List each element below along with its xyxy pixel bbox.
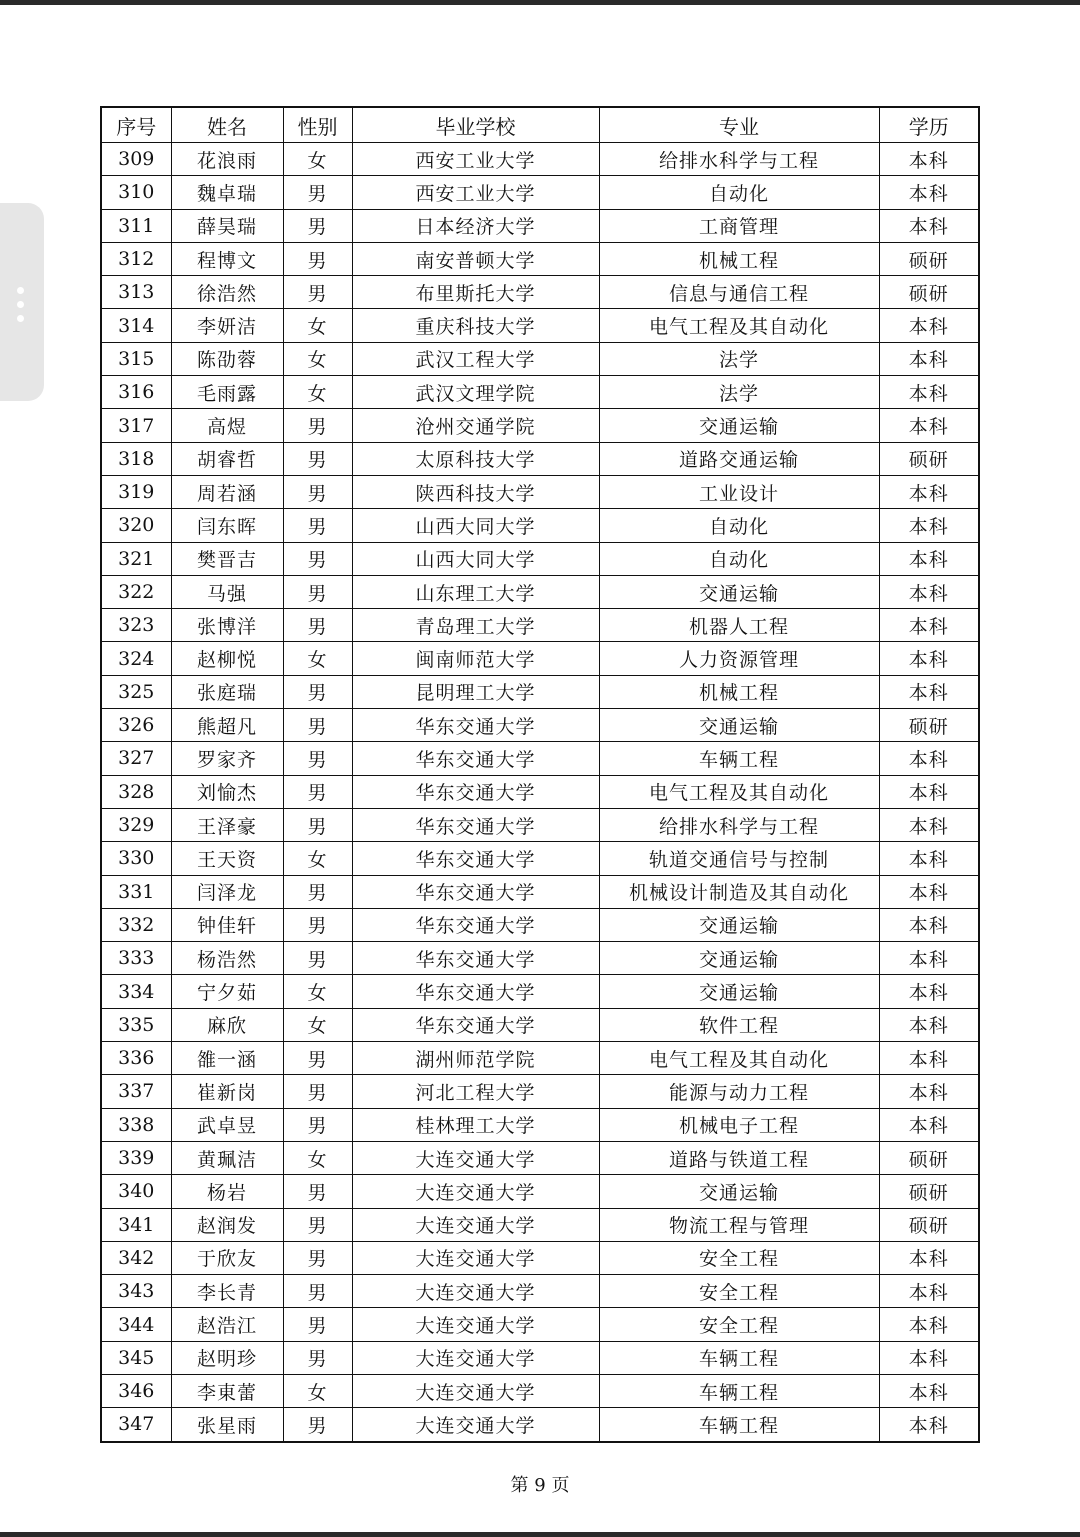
cell-index: 312 — [101, 242, 171, 275]
header-index: 序号 — [101, 107, 171, 143]
cell-name: 赵柳悦 — [171, 642, 283, 675]
cell-degree: 本科 — [879, 309, 979, 342]
table-row — [101, 1374, 979, 1407]
cell-index: 343 — [101, 1275, 171, 1308]
table-row — [101, 1208, 979, 1241]
table-row — [101, 908, 979, 941]
cell-major: 道路与铁道工程 — [599, 1141, 879, 1174]
cell-major: 交通运输 — [599, 942, 879, 975]
cell-gender: 男 — [283, 1208, 352, 1241]
table-row — [101, 376, 979, 409]
cell-degree: 本科 — [879, 509, 979, 542]
cell-name: 樊晋吉 — [171, 542, 283, 575]
header-degree: 学历 — [879, 107, 979, 143]
cell-name: 王天资 — [171, 842, 283, 875]
cell-school: 西安工业大学 — [352, 176, 599, 209]
cell-index: 327 — [101, 742, 171, 775]
cell-degree: 本科 — [879, 808, 979, 841]
cell-school: 桂林理工大学 — [352, 1108, 599, 1141]
cell-school: 闽南师范大学 — [352, 642, 599, 675]
cell-index: 339 — [101, 1141, 171, 1174]
cell-degree: 本科 — [879, 542, 979, 575]
cell-name: 赵润发 — [171, 1208, 283, 1241]
cell-gender: 男 — [283, 475, 352, 508]
cell-degree: 本科 — [879, 1108, 979, 1141]
cell-degree: 本科 — [879, 1308, 979, 1341]
cell-gender: 女 — [283, 376, 352, 409]
cell-degree: 本科 — [879, 775, 979, 808]
cell-major: 车辆工程 — [599, 1341, 879, 1374]
cell-school: 华东交通大学 — [352, 775, 599, 808]
cell-index: 338 — [101, 1108, 171, 1141]
cell-degree: 本科 — [879, 1408, 979, 1442]
cell-name: 高煜 — [171, 409, 283, 442]
table-row — [101, 509, 979, 542]
cell-name: 武卓昱 — [171, 1108, 283, 1141]
cell-name: 薛昊瑞 — [171, 209, 283, 242]
cell-major: 机械工程 — [599, 242, 879, 275]
header-name: 姓名 — [171, 107, 283, 143]
cell-index: 337 — [101, 1075, 171, 1108]
cell-index: 344 — [101, 1308, 171, 1341]
cell-major: 电气工程及其自动化 — [599, 1042, 879, 1075]
cell-school: 华东交通大学 — [352, 875, 599, 908]
cell-major: 交通运输 — [599, 1175, 879, 1208]
cell-gender: 女 — [283, 842, 352, 875]
cell-name: 张庭瑞 — [171, 675, 283, 708]
table-body — [101, 143, 979, 1442]
cell-name: 闫泽龙 — [171, 875, 283, 908]
table-row — [101, 1175, 979, 1208]
table-row — [101, 1141, 979, 1174]
cell-gender: 男 — [283, 742, 352, 775]
cell-school: 华东交通大学 — [352, 1008, 599, 1041]
cell-major: 车辆工程 — [599, 742, 879, 775]
cell-degree: 硕研 — [879, 1208, 979, 1241]
table-row — [101, 842, 979, 875]
table-row — [101, 1408, 979, 1442]
cell-degree: 本科 — [879, 1374, 979, 1407]
cell-name: 于欣友 — [171, 1241, 283, 1274]
cell-gender: 男 — [283, 675, 352, 708]
cell-gender: 女 — [283, 1141, 352, 1174]
cell-name: 罗家齐 — [171, 742, 283, 775]
cell-degree: 本科 — [879, 908, 979, 941]
cell-gender: 男 — [283, 209, 352, 242]
cell-degree: 本科 — [879, 409, 979, 442]
cell-name: 张星雨 — [171, 1408, 283, 1442]
cell-school: 华东交通大学 — [352, 742, 599, 775]
cell-index: 328 — [101, 775, 171, 808]
cell-major: 能源与动力工程 — [599, 1075, 879, 1108]
cell-school: 武汉文理学院 — [352, 376, 599, 409]
cell-major: 交通运输 — [599, 409, 879, 442]
cell-major: 机器人工程 — [599, 609, 879, 642]
cell-major: 法学 — [599, 376, 879, 409]
cell-index: 334 — [101, 975, 171, 1008]
cell-major: 安全工程 — [599, 1241, 879, 1274]
cell-name: 王泽豪 — [171, 808, 283, 841]
cell-index: 320 — [101, 509, 171, 542]
table-row — [101, 575, 979, 608]
cell-major: 交通运输 — [599, 975, 879, 1008]
cell-degree: 本科 — [879, 209, 979, 242]
cell-degree: 本科 — [879, 1341, 979, 1374]
cell-school: 华东交通大学 — [352, 975, 599, 1008]
cell-index: 311 — [101, 209, 171, 242]
cell-gender: 男 — [283, 442, 352, 475]
cell-degree: 硕研 — [879, 442, 979, 475]
cell-index: 330 — [101, 842, 171, 875]
cell-degree: 本科 — [879, 975, 979, 1008]
table-row — [101, 1308, 979, 1341]
cell-degree: 本科 — [879, 875, 979, 908]
cell-index: 321 — [101, 542, 171, 575]
cell-school: 布里斯托大学 — [352, 276, 599, 309]
cell-school: 河北工程大学 — [352, 1075, 599, 1108]
table-row — [101, 742, 979, 775]
cell-degree: 本科 — [879, 376, 979, 409]
cell-gender: 男 — [283, 1275, 352, 1308]
cell-gender: 男 — [283, 542, 352, 575]
cell-index: 331 — [101, 875, 171, 908]
cell-gender: 男 — [283, 1308, 352, 1341]
cell-school: 山东理工大学 — [352, 575, 599, 608]
cell-degree: 本科 — [879, 1241, 979, 1274]
cell-school: 大连交通大学 — [352, 1208, 599, 1241]
cell-gender: 男 — [283, 1341, 352, 1374]
cell-school: 大连交通大学 — [352, 1275, 599, 1308]
cell-school: 武汉工程大学 — [352, 342, 599, 375]
cell-gender: 女 — [283, 1374, 352, 1407]
cell-name: 程博文 — [171, 242, 283, 275]
cell-school: 华东交通大学 — [352, 842, 599, 875]
cell-school: 山西大同大学 — [352, 509, 599, 542]
cell-major: 交通运输 — [599, 575, 879, 608]
cell-name: 马强 — [171, 575, 283, 608]
cell-major: 轨道交通信号与控制 — [599, 842, 879, 875]
cell-major: 信息与通信工程 — [599, 276, 879, 309]
cell-major: 工商管理 — [599, 209, 879, 242]
cell-name: 黄珮洁 — [171, 1141, 283, 1174]
cell-gender: 女 — [283, 1008, 352, 1041]
cell-school: 重庆科技大学 — [352, 309, 599, 342]
cell-degree: 本科 — [879, 842, 979, 875]
cell-gender: 男 — [283, 276, 352, 309]
header-major: 专业 — [599, 107, 879, 143]
cell-name: 徐浩然 — [171, 276, 283, 309]
table-row — [101, 475, 979, 508]
table-row — [101, 1042, 979, 1075]
cell-gender: 女 — [283, 642, 352, 675]
cell-index: 347 — [101, 1408, 171, 1442]
table-row — [101, 442, 979, 475]
table-row — [101, 1275, 979, 1308]
cell-school: 华东交通大学 — [352, 942, 599, 975]
cell-degree: 本科 — [879, 675, 979, 708]
cell-degree: 本科 — [879, 1042, 979, 1075]
cell-index: 345 — [101, 1341, 171, 1374]
cell-index: 317 — [101, 409, 171, 442]
table-row — [101, 642, 979, 675]
cell-degree: 本科 — [879, 642, 979, 675]
table-row — [101, 242, 979, 275]
cell-degree: 硕研 — [879, 1175, 979, 1208]
cell-index: 324 — [101, 642, 171, 675]
cell-name: 周若涵 — [171, 475, 283, 508]
cell-major: 物流工程与管理 — [599, 1208, 879, 1241]
cell-index: 315 — [101, 342, 171, 375]
table-row — [101, 975, 979, 1008]
cell-name: 杨岩 — [171, 1175, 283, 1208]
cell-school: 大连交通大学 — [352, 1175, 599, 1208]
cell-name: 李東蕾 — [171, 1374, 283, 1407]
table-row — [101, 1008, 979, 1041]
cell-index: 314 — [101, 309, 171, 342]
cell-major: 机械工程 — [599, 675, 879, 708]
cell-gender: 男 — [283, 942, 352, 975]
cell-gender: 男 — [283, 575, 352, 608]
cell-degree: 硕研 — [879, 709, 979, 742]
cell-major: 安全工程 — [599, 1308, 879, 1341]
cell-index: 332 — [101, 908, 171, 941]
header-gender: 性别 — [283, 107, 352, 143]
table-row — [101, 775, 979, 808]
cell-school: 昆明理工大学 — [352, 675, 599, 708]
cell-school: 大连交通大学 — [352, 1341, 599, 1374]
cell-index: 318 — [101, 442, 171, 475]
cell-name: 赵浩江 — [171, 1308, 283, 1341]
cell-major: 软件工程 — [599, 1008, 879, 1041]
cell-degree: 本科 — [879, 342, 979, 375]
table-header-row — [101, 107, 979, 143]
cell-school: 沧州交通学院 — [352, 409, 599, 442]
cell-major: 车辆工程 — [599, 1408, 879, 1442]
cell-index: 341 — [101, 1208, 171, 1241]
cell-gender: 男 — [283, 1241, 352, 1274]
cell-school: 青岛理工大学 — [352, 609, 599, 642]
cell-index: 336 — [101, 1042, 171, 1075]
cell-index: 319 — [101, 475, 171, 508]
cell-major: 安全工程 — [599, 1275, 879, 1308]
table-row — [101, 276, 979, 309]
cell-school: 大连交通大学 — [352, 1308, 599, 1341]
cell-gender: 男 — [283, 409, 352, 442]
table-row — [101, 1241, 979, 1274]
cell-name: 钟佳轩 — [171, 908, 283, 941]
roster-table — [100, 106, 980, 1443]
cell-index: 335 — [101, 1008, 171, 1041]
cell-gender: 男 — [283, 709, 352, 742]
cell-gender: 女 — [283, 309, 352, 342]
cell-name: 杨浩然 — [171, 942, 283, 975]
cell-name: 麻欣 — [171, 1008, 283, 1041]
cell-gender: 男 — [283, 908, 352, 941]
cell-major: 自动化 — [599, 542, 879, 575]
cell-major: 交通运输 — [599, 908, 879, 941]
cell-major: 给排水科学与工程 — [599, 143, 879, 176]
table-row — [101, 1341, 979, 1374]
cell-major: 机械设计制造及其自动化 — [599, 875, 879, 908]
cell-index: 313 — [101, 276, 171, 309]
cell-major: 法学 — [599, 342, 879, 375]
table-row — [101, 409, 979, 442]
cell-school: 大连交通大学 — [352, 1141, 599, 1174]
cell-school: 日本经济大学 — [352, 209, 599, 242]
cell-index: 346 — [101, 1374, 171, 1407]
cell-name: 花浪雨 — [171, 143, 283, 176]
cell-name: 毛雨露 — [171, 376, 283, 409]
cell-index: 322 — [101, 575, 171, 608]
cell-gender: 女 — [283, 342, 352, 375]
cell-gender: 男 — [283, 875, 352, 908]
table-row — [101, 942, 979, 975]
more-vertical-icon[interactable] — [17, 287, 25, 329]
cell-gender: 女 — [283, 143, 352, 176]
cell-major: 给排水科学与工程 — [599, 808, 879, 841]
cell-major: 车辆工程 — [599, 1374, 879, 1407]
header-school: 毕业学校 — [352, 107, 599, 143]
cell-name: 熊超凡 — [171, 709, 283, 742]
cell-name: 胡睿哲 — [171, 442, 283, 475]
cell-gender: 男 — [283, 176, 352, 209]
cell-name: 张博洋 — [171, 609, 283, 642]
cell-school: 华东交通大学 — [352, 908, 599, 941]
document-page — [0, 5, 1080, 1532]
cell-school: 大连交通大学 — [352, 1408, 599, 1442]
cell-index: 309 — [101, 143, 171, 176]
table-row — [101, 176, 979, 209]
cell-gender: 男 — [283, 1042, 352, 1075]
cell-school: 西安工业大学 — [352, 143, 599, 176]
cell-major: 电气工程及其自动化 — [599, 309, 879, 342]
table-row — [101, 1075, 979, 1108]
cell-school: 南安普顿大学 — [352, 242, 599, 275]
cell-degree: 本科 — [879, 176, 979, 209]
cell-name: 雒一涵 — [171, 1042, 283, 1075]
cell-school: 华东交通大学 — [352, 709, 599, 742]
cell-school: 山西大同大学 — [352, 542, 599, 575]
cell-degree: 本科 — [879, 742, 979, 775]
cell-name: 宁夕茹 — [171, 975, 283, 1008]
cell-index: 310 — [101, 176, 171, 209]
cell-index: 342 — [101, 1241, 171, 1274]
cell-name: 闫东晖 — [171, 509, 283, 542]
cell-degree: 本科 — [879, 609, 979, 642]
cell-major: 电气工程及其自动化 — [599, 775, 879, 808]
cell-gender: 女 — [283, 975, 352, 1008]
cell-school: 湖州师范学院 — [352, 1042, 599, 1075]
cell-name: 刘愉杰 — [171, 775, 283, 808]
cell-major: 人力资源管理 — [599, 642, 879, 675]
cell-major: 道路交通运输 — [599, 442, 879, 475]
table-row — [101, 709, 979, 742]
cell-name: 陈劭蓉 — [171, 342, 283, 375]
cell-index: 326 — [101, 709, 171, 742]
cell-degree: 本科 — [879, 1275, 979, 1308]
cell-degree: 本科 — [879, 1075, 979, 1108]
table-row — [101, 609, 979, 642]
cell-degree: 本科 — [879, 143, 979, 176]
cell-gender: 男 — [283, 1408, 352, 1442]
cell-major: 自动化 — [599, 509, 879, 542]
cell-degree: 硕研 — [879, 276, 979, 309]
table-row — [101, 808, 979, 841]
cell-school: 华东交通大学 — [352, 808, 599, 841]
cell-gender: 男 — [283, 775, 352, 808]
table-row — [101, 342, 979, 375]
cell-index: 333 — [101, 942, 171, 975]
cell-gender: 男 — [283, 242, 352, 275]
cell-major: 机械电子工程 — [599, 1108, 879, 1141]
cell-gender: 男 — [283, 1108, 352, 1141]
cell-gender: 男 — [283, 509, 352, 542]
cell-major: 自动化 — [599, 176, 879, 209]
cell-name: 赵明珍 — [171, 1341, 283, 1374]
cell-school: 大连交通大学 — [352, 1241, 599, 1274]
cell-school: 太原科技大学 — [352, 442, 599, 475]
table-row — [101, 143, 979, 176]
cell-school: 大连交通大学 — [352, 1374, 599, 1407]
cell-name: 魏卓瑞 — [171, 176, 283, 209]
cell-degree: 本科 — [879, 1008, 979, 1041]
table-row — [101, 209, 979, 242]
cell-index: 329 — [101, 808, 171, 841]
cell-degree: 本科 — [879, 575, 979, 608]
cell-gender: 男 — [283, 1175, 352, 1208]
cell-index: 316 — [101, 376, 171, 409]
cell-degree: 本科 — [879, 475, 979, 508]
cell-school: 陕西科技大学 — [352, 475, 599, 508]
side-panel-handle[interactable] — [0, 203, 44, 401]
cell-gender: 男 — [283, 808, 352, 841]
cell-index: 323 — [101, 609, 171, 642]
table-row — [101, 675, 979, 708]
cell-name: 李长青 — [171, 1275, 283, 1308]
cell-degree: 硕研 — [879, 1141, 979, 1174]
cell-major: 工业设计 — [599, 475, 879, 508]
table-row — [101, 1108, 979, 1141]
viewer-bottom-bar — [0, 1532, 1080, 1537]
cell-index: 340 — [101, 1175, 171, 1208]
page-number: 第 9 页 — [510, 1475, 570, 1496]
table-row — [101, 542, 979, 575]
cell-gender: 男 — [283, 1075, 352, 1108]
cell-major: 交通运输 — [599, 709, 879, 742]
table-row — [101, 309, 979, 342]
cell-name: 李妍洁 — [171, 309, 283, 342]
cell-degree: 本科 — [879, 942, 979, 975]
cell-index: 325 — [101, 675, 171, 708]
cell-degree: 硕研 — [879, 242, 979, 275]
cell-gender: 男 — [283, 609, 352, 642]
table-row — [101, 875, 979, 908]
cell-name: 崔新岗 — [171, 1075, 283, 1108]
